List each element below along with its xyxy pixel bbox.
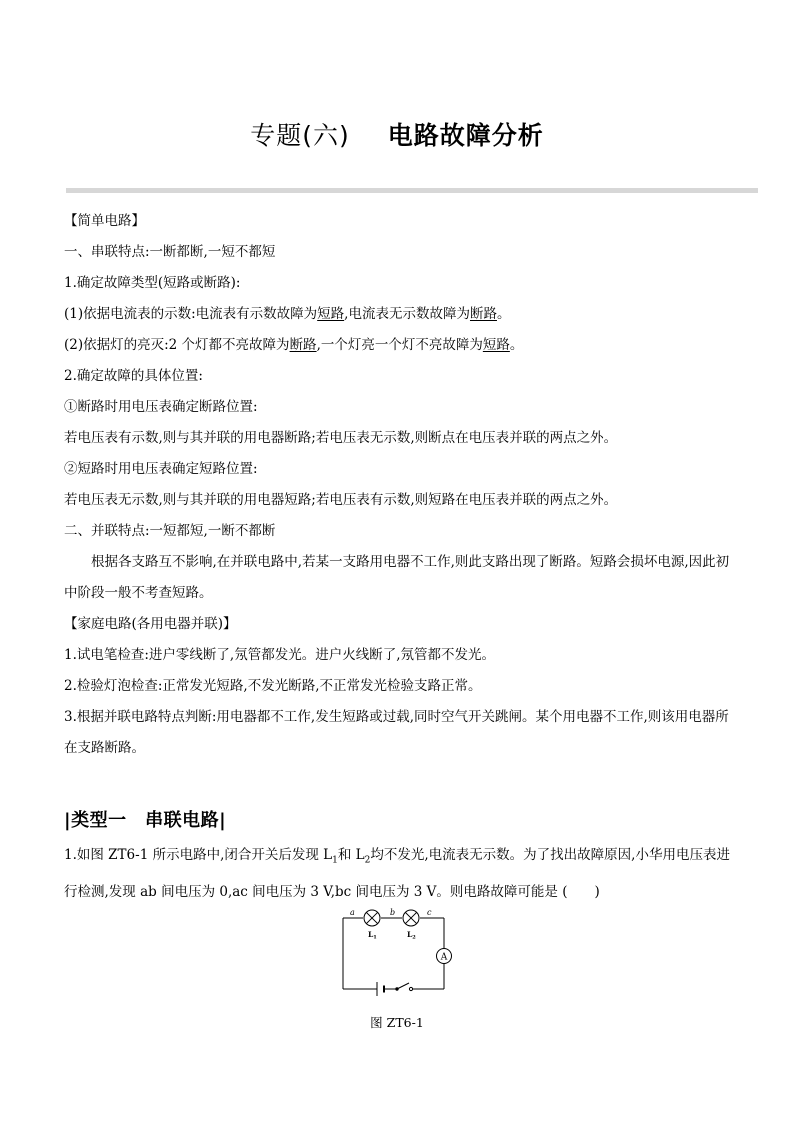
- home-1: 1.试电笔检查:进户零线断了,氖管都发光。进户火线断了,氖管都不发光。: [64, 647, 496, 663]
- circle-1-heading: ①断路时用电压表确定断路位置:: [64, 399, 258, 415]
- ammeter-label: A: [440, 952, 448, 963]
- circuit-diagram: [337, 905, 462, 997]
- page-title: [0, 116, 794, 152]
- series-point: 一、串联特点:一断都断,一短不都短: [64, 244, 276, 260]
- node-label-b: b: [390, 908, 396, 917]
- heading-simple-circuit: 【简单电路】: [64, 213, 145, 229]
- node-label-a: a: [350, 908, 355, 917]
- title-divider: [66, 188, 758, 193]
- item-2: (2)依据灯的亮灭:2 个灯都不亮故障为断路,一个灯亮一个灯不亮故障为短路。: [64, 337, 524, 353]
- parallel-point: 二、并联特点:一短都短,一断不都断: [64, 523, 276, 539]
- home-2: 2.检验灯泡检查:正常发光短路,不发光断路,不正常发光检验支路正常。: [64, 678, 482, 694]
- lamp-2-label: $L_2$: [407, 930, 416, 941]
- figure-caption: 图 ZT6-1: [370, 1015, 424, 1030]
- home-3: 3.根据并联电路特点判断:用电器都不工作,发生短路或过载,同时空气开关跳闸。某个用电器不工作,则该用电器所在支路断路。: [64, 709, 729, 756]
- step-2: 2.确定故障的具体位置:: [64, 368, 203, 384]
- lamp-1-label: $L_1$: [368, 930, 377, 941]
- ammeter-symbol: [437, 949, 452, 964]
- switch-symbol: [396, 983, 413, 991]
- lamp-1-symbol: [364, 910, 380, 926]
- battery-symbol: [377, 982, 384, 996]
- lamp-2-symbol: [403, 910, 419, 926]
- heading-home-circuit: 【家庭电路(各用电器并联)】: [64, 616, 237, 632]
- node-label-c: c: [427, 908, 432, 917]
- intro-content: [64, 206, 734, 764]
- item-1: (1)依据电流表的示数:电流表有示数故障为短路,电流表无示数故障为断路。: [64, 306, 511, 322]
- question-1: 1.如图 ZT6-1 所示电路中,闭合开关后发现 $L_1$和 $L_2$均不发光,电流表无示数。为了找出故障原因,小华用电压表进行检测,发现 ab 间电压为 0,ac 间电压为 3 V,bc 间电压为 3 V。则电路故障可能是 ( ): [64, 847, 730, 900]
- circle-2-heading: ②短路时用电压表确定短路位置:: [64, 461, 258, 477]
- title-prefix: 专题(六): [250, 121, 350, 150]
- section-heading: |类型一 串联电路|: [64, 810, 227, 831]
- title-main: 电路故障分析: [387, 121, 544, 150]
- step-1: 1.确定故障类型(短路或断路):: [64, 275, 241, 291]
- circle-2-text: 若电压表无示数,则与其并联的用电器短路;若电压表有示数,则短路在电压表并联的两点之外。: [64, 492, 618, 508]
- parallel-text: 根据各支路互不影响,在并联电路中,若某一支路用电器不工作,则此支路出现了断路。短路会损坏电源,因此初中阶段一般不考查短路。: [64, 554, 730, 601]
- circle-1-text: 若电压表有示数,则与其并联的用电器断路;若电压表无示数,则断点在电压表并联的两点之外。: [64, 430, 618, 446]
